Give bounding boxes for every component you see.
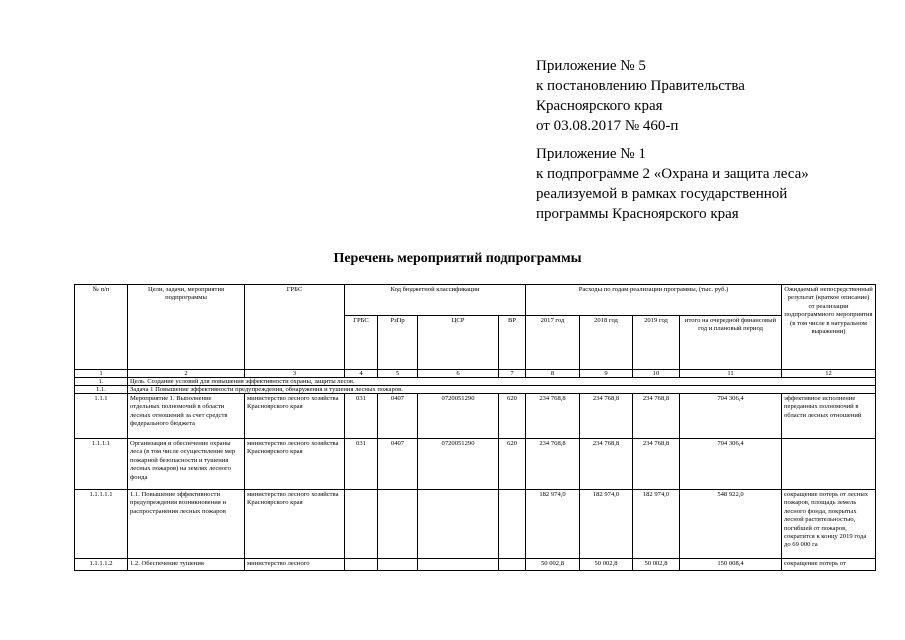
row-2019: 234 768,8 <box>633 394 680 439</box>
column-number: 12 <box>782 370 876 378</box>
column-number: 3 <box>245 370 345 378</box>
measures-table <box>74 284 876 571</box>
header-grbs: ГРБС <box>245 285 345 370</box>
row-grbs-code <box>345 490 378 559</box>
row-2018: 50 002,8 <box>580 559 633 571</box>
table-row <box>75 439 876 490</box>
row-vr <box>499 490 526 559</box>
row-csr: 0720051290 <box>418 394 499 439</box>
row-name: 1.1. Повышение эффективности предупреждения возникновения и распространения лесных пожаров <box>128 490 245 559</box>
row-num: 1.1.1.1.2 <box>75 559 128 571</box>
row-2019: 50 002,8 <box>633 559 680 571</box>
page-title: Перечень мероприятий подпрограммы <box>333 251 582 266</box>
appendix-1-line: Приложение № 1 <box>536 146 646 162</box>
row-vr: 620 <box>499 394 526 439</box>
table-row <box>75 394 876 439</box>
header-goals: Цели, задачи, мероприятия подпрограммы <box>128 285 245 370</box>
column-number: 11 <box>680 370 782 378</box>
row-name: 1.2. Обеспечение тушения <box>128 559 245 571</box>
row-2017: 234 768,8 <box>526 439 580 490</box>
appendix-5-line: Приложение № 5 <box>536 58 646 74</box>
row-result: сокращение потерь от <box>782 559 876 571</box>
appendix-5-line: от 03.08.2017 № 460-п <box>536 118 679 134</box>
row-csr <box>418 559 499 571</box>
goal-row <box>75 378 876 386</box>
appendix-1-line: к подпрограмме 2 «Охрана и защита леса» <box>536 166 809 182</box>
appendix-1-line: реализуемой в рамках государственной <box>536 186 788 202</box>
column-number: 9 <box>580 370 633 378</box>
row-result <box>782 439 876 490</box>
task-num: 1.1. <box>75 386 128 394</box>
appendix-1-line: программы Красноярского края <box>536 206 739 222</box>
task-text: Задача 1 Повышение эффективности предупреждения, обнаружения и тушения лесных пожаров. <box>128 386 876 394</box>
header-expenses: Расходы по годам реализации программы, (тыс. руб.) <box>526 285 782 316</box>
row-2017: 182 974,0 <box>526 490 580 559</box>
column-number: 1 <box>75 370 128 378</box>
row-grbs: министерство лесного хозяйства Красноярского края <box>245 439 345 490</box>
row-result: эффективное исполнение переданных полномочий в области лесных отношений <box>782 394 876 439</box>
row-2019: 234 768,8 <box>633 439 680 490</box>
header-result: Ожидаемый непосредственный результат (краткое описание) от реализации подпрограммного мероприятия (в том числе в натуральном выражении) <box>782 285 876 370</box>
header-rzpr: РзПр <box>378 316 418 370</box>
row-name: Мероприятие 1. Выполнение отдельных полномочий в области лесных отношений за счет средств федерального бюджета <box>128 394 245 439</box>
row-2017: 50 002,8 <box>526 559 580 571</box>
row-2018: 182 974,0 <box>580 490 633 559</box>
row-2018: 234 768,8 <box>580 439 633 490</box>
goal-num: 1. <box>75 378 128 386</box>
table-row <box>75 490 876 559</box>
column-number: 5 <box>378 370 418 378</box>
header-total: итого на очередной финансовый год и плановый период <box>680 316 782 370</box>
row-2017: 234 768,8 <box>526 394 580 439</box>
row-grbs: министерство лесного <box>245 559 345 571</box>
row-total: 548 922,0 <box>680 490 782 559</box>
row-rzpr <box>378 559 418 571</box>
row-csr <box>418 490 499 559</box>
appendix-5-block <box>536 56 745 136</box>
row-total: 704 306,4 <box>680 394 782 439</box>
row-rzpr: 0407 <box>378 439 418 490</box>
row-rzpr <box>378 490 418 559</box>
row-2019: 182 974,0 <box>633 490 680 559</box>
row-result: сокращение потерь от лесных пожаров, площадь земель лесного фонда, покрытых лесной растительностью, погибшей от пожаров, сократится к концу 2019 года до 69 000 га <box>782 490 876 559</box>
row-grbs: министерство лесного хозяйства Красноярского края <box>245 490 345 559</box>
header-num: № п/п <box>75 285 128 370</box>
header-2018: 2018 год <box>580 316 633 370</box>
header-2017: 2017 год <box>526 316 580 370</box>
header-csr: ЦСР <box>418 316 499 370</box>
row-num: 1.1.1 <box>75 394 128 439</box>
row-num: 1.1.1.1.1 <box>75 490 128 559</box>
header-vr: ВР <box>499 316 526 370</box>
column-number: 7 <box>499 370 526 378</box>
column-number: 4 <box>345 370 378 378</box>
appendix-5-line: Красноярского края <box>536 98 663 114</box>
column-number: 10 <box>633 370 680 378</box>
column-number: 6 <box>418 370 499 378</box>
goal-text: Цель. Создание условий для повышения эффективности охраны, защиты лесов. <box>128 378 876 386</box>
row-name: Организация и обеспечение охраны леса (в том числе осуществление мер пожарной безопасности и тушения лесных пожаров) на землях лесного фонда <box>128 439 245 490</box>
header-row <box>75 285 876 316</box>
row-csr: 0720051290 <box>418 439 499 490</box>
row-total: 704 306,4 <box>680 439 782 490</box>
row-grbs-code: 031 <box>345 394 378 439</box>
appendix-1-block <box>536 144 809 224</box>
row-grbs-code <box>345 559 378 571</box>
row-grbs: министерство лесного хозяйства Красноярского края <box>245 394 345 439</box>
header-grbs-code: ГРБС <box>345 316 378 370</box>
column-numbers-row <box>75 370 876 378</box>
row-grbs-code: 031 <box>345 439 378 490</box>
task-row <box>75 386 876 394</box>
column-number: 8 <box>526 370 580 378</box>
header-2019: 2019 год <box>633 316 680 370</box>
row-total: 150 008,4 <box>680 559 782 571</box>
header-budget-code: Код бюджетной классификации <box>345 285 526 316</box>
row-rzpr: 0407 <box>378 394 418 439</box>
row-vr <box>499 559 526 571</box>
appendix-5-line: к постановлению Правительства <box>536 78 745 94</box>
column-number: 2 <box>128 370 245 378</box>
table-row <box>75 559 876 571</box>
row-num: 1.1.1.1 <box>75 439 128 490</box>
row-2018: 234 768,8 <box>580 394 633 439</box>
row-vr: 620 <box>499 439 526 490</box>
